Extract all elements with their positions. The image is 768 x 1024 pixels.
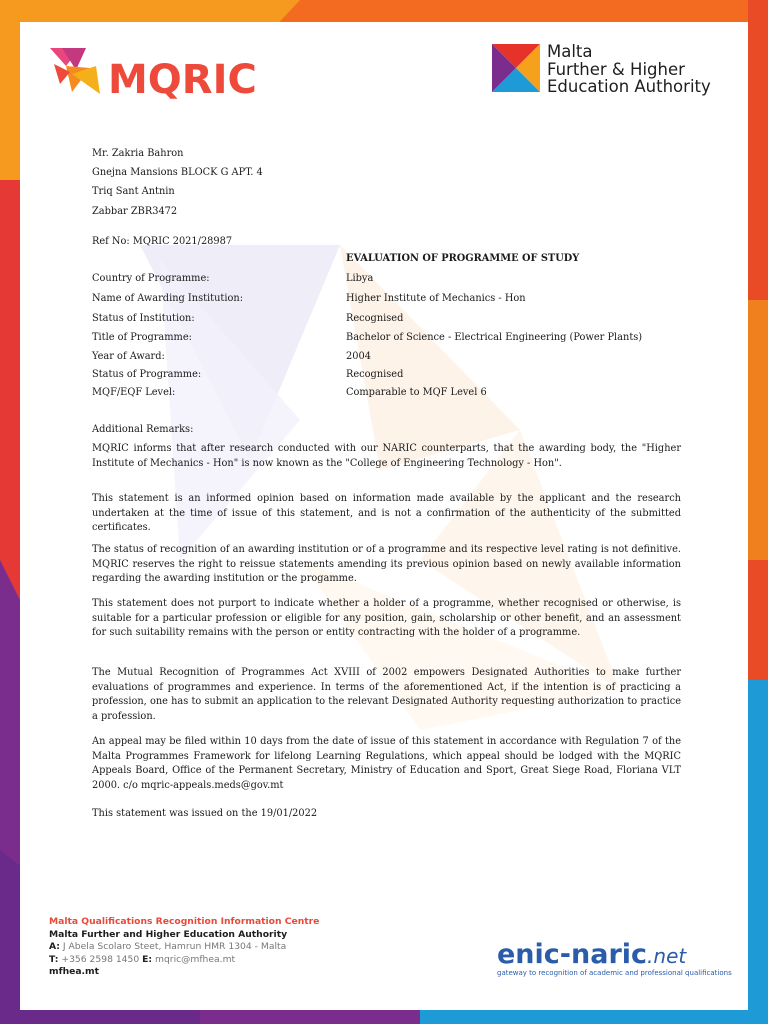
remark-paragraph: The Mutual Recognition of Programmes Act XVIII of 2002 empowers Designated Authorities to make further evaluations of programmes and experience. In terms of the aforementioned Act, if the intention is of practicing a profession, one has to submit an application to the relevant Designated Authority requesting authorization to practice a profession. <box>92 667 681 722</box>
evaluation-label: Name of Awarding Institution: <box>92 293 244 304</box>
address-line: Gnejna Mansions BLOCK G APT. 4 <box>92 167 263 178</box>
evaluation-label: Country of Programme: <box>92 273 210 284</box>
mfhea-logo-icon <box>492 44 540 92</box>
evaluation-label: Title of Programme: <box>92 332 192 343</box>
evaluation-label: Status of Institution: <box>92 313 195 324</box>
evaluation-title: EVALUATION OF PROGRAMME OF STUDY <box>346 253 580 264</box>
enic-naric-tagline: gateway to recognition of academic and professional qualifications <box>497 969 732 977</box>
evaluation-value: Recognised <box>346 369 404 380</box>
remark-paragraph: MQRIC informs that after research conducted with our NARIC counterparts, that the awarding body, the "Higher Institute of Mechanics - Hon" is now known as the "College of Engineering Technology - Hon". <box>92 443 681 469</box>
enic-naric-name: enic-naric <box>497 939 648 970</box>
remark-paragraph: An appeal may be filed within 10 days from the date of issue of this statement in accordance with Regulation 7 of the Malta Programmes Framework for lifelong Learning Regulations, which appeal should be lodged with the MQRIC Appeals Board, Office of the Permanent Secretary, Ministry of Education and Sport, Great Siege Road, Floriana VLT 2000. c/o mqric-appeals.meds@gov.mt <box>92 736 681 791</box>
enic-naric-logo <box>497 940 732 977</box>
footer-address: A: J Abela Scolaro Steet, Hamrun HMR 1304 - Malta <box>49 941 287 952</box>
footer-phone-email: T: +356 2598 1450 E: mqric@mfhea.mt <box>49 953 236 965</box>
evaluation-value: Bachelor of Science - Electrical Engineering (Power Plants) <box>346 332 643 343</box>
evaluation-value: Recognised <box>346 313 404 324</box>
remark-paragraph: This statement is an informed opinion based on information made available by the applicant and the research undertaken at the time of issue of this statement, and is not a confirmation of the authenticity of the submitted certificates. <box>92 493 681 533</box>
evaluation-label: Status of Programme: <box>92 369 202 380</box>
evaluation-value: 2004 <box>346 351 371 362</box>
authority-name-line: Education Authority <box>547 77 711 96</box>
remark-paragraph: The status of recognition of an awarding institution or of a programme and its respective level rating is not definitive. MQRIC reserves the right to reissue statements amending its previous opinion based on newly available information regarding the awarding institution or the progamme. <box>92 544 681 584</box>
authority-name-line: Further & Higher <box>547 59 685 79</box>
evaluation-value: Comparable to MQF Level 6 <box>346 387 487 398</box>
remark-paragraph: This statement does not purport to indicate whether a holder of a programme, whether recognised or otherwise, is suitable for a particular profession or eligible for any position, gain, scholarship or other benefit, and an assessment for such suitability remains with the person or entity contracting with the holder of a programme. <box>92 598 681 638</box>
address-line: Zabbar ZBR3472 <box>92 206 178 217</box>
evaluation-label: MQF/EQF Level: <box>92 387 176 398</box>
recipient-name: Mr. Zakria Bahron <box>92 148 184 159</box>
address-line: Triq Sant Antnin <box>92 186 175 197</box>
enic-naric-suffix: .net <box>647 944 687 968</box>
evaluation-value: Higher Institute of Mechanics - Hon <box>346 293 526 304</box>
footer-contact <box>49 916 319 979</box>
evaluation-label: Year of Award: <box>92 351 165 362</box>
authority-name <box>547 43 711 96</box>
footer-authority-name: Malta Further and Higher Education Authority <box>49 928 288 940</box>
footer-email-link[interactable]: mqric@mfhea.mt <box>155 953 236 965</box>
footer-website-link[interactable]: mfhea.mt <box>49 966 99 977</box>
mqric-logo-text: MQRIC <box>108 57 257 103</box>
evaluation-value: Libya <box>346 273 374 284</box>
mqric-logo-icon <box>50 44 106 100</box>
footer-centre-name: Malta Qualifications Recognition Information Centre <box>49 916 320 927</box>
authority-name-line: Malta <box>547 42 593 61</box>
